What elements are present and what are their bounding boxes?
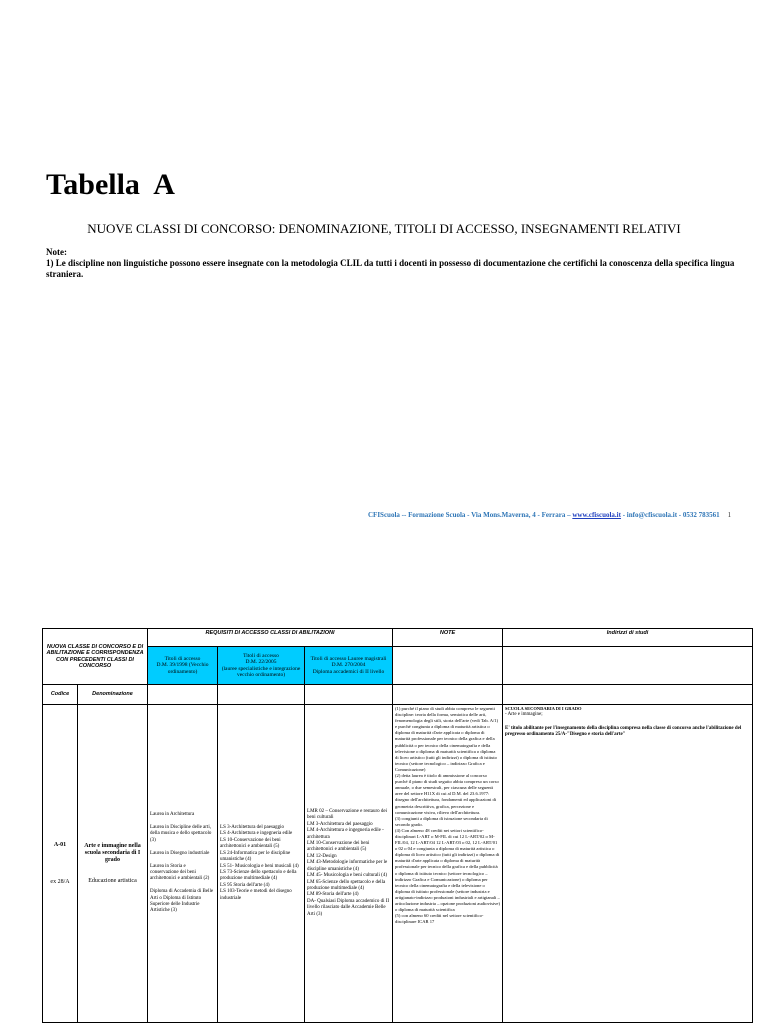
footer-address: -- Formazione Scuola - Via Mons.Maverna, 4 - Ferrara – — [399, 511, 573, 519]
header-requisiti: REQUISITI DI ACCESSO CLASSI DI ABILITAZIONI — [148, 629, 393, 647]
page-number: 1 — [727, 511, 732, 519]
notes-text: 1) Le discipline non linguistiche possono essere insegnate con la metodologia CLIL da tutti i docenti in possesso di documentazione che certifichi la conoscenza della specifica lingua straniera. — [46, 258, 735, 279]
header-note: NOTE — [393, 629, 503, 647]
empty-cell — [148, 685, 218, 705]
empty-cell — [218, 685, 305, 705]
cell-codice — [43, 705, 78, 1023]
classes-table — [42, 628, 753, 1023]
class-ex-code: ex 28/A — [50, 878, 70, 885]
page-subtitle: NUOVE CLASSI DI CONCORSO: DENOMINAZIONE, TITOLI DI ACCESSO, INSEGNAMENTI RELATIVI — [87, 221, 681, 236]
cell-indirizzi — [503, 705, 753, 1023]
footer-brand: CFIScuola — [368, 511, 400, 519]
column-denominazione: Denominazione — [78, 685, 148, 705]
header-class: NUOVA CLASSE DI CONCORSO E DI ABILITAZIONE E CORRISPONDENZA CON PRECEDENTI CLASSI DI CONCORSO — [43, 629, 148, 685]
subheader-indirizzi-empty — [503, 647, 753, 685]
table-row — [43, 705, 753, 1023]
column-codice: Codice — [43, 685, 78, 705]
indirizzi-heading: SCUOLA SECONDARIA DI I GRADO — [505, 706, 582, 711]
cell-lauree-magistrali: LMR 02 – Conservazione e restauro dei beni culturali LM 3-Architettura del paesaggio LM 4-Architettura e ingegneria edile - architettura LM 10-Conservazione dei beni architettonici e ambientali (5) LM 12-Design LM 43-Metodologie informatiche per le discipline umanistiche (4) LM 45- Musicologia e beni culturali (4) LM 65-Scienze dello spettacolo e della produzione multimediale (4) LM 89-Storia dell'arte (4) DA- Qualsiasi Diploma accademico di II livello rilasciato dalle Accademie Belle Arti (3) — [305, 705, 393, 1023]
subheader-vecchio-ordinamento: Titoli di accesso D.M. 39/1998 (Vecchio ordinamento) — [148, 647, 218, 685]
footer-website-link[interactable]: www.cfiscuola.it — [572, 511, 621, 519]
header-indirizzi: Indirizzi di studi — [503, 629, 753, 647]
subheader-note-empty — [393, 647, 503, 685]
indirizzi-sub: - Arte e immagine; — [505, 712, 543, 718]
page-title: Tabella A — [46, 168, 175, 201]
subheader-dm-22-2005: Titoli di accesso D.M. 22/2005 (lauree specialistiche e integrazione vecchio ordinamento) — [218, 647, 305, 685]
cell-denominazione — [78, 705, 148, 1023]
cell-vecchio-ordinamento: Laurea in Architettura Laurea in Discipline delle arti, della musica e dello spettacolo (3) Laurea in Disegno industriale Laurea in Storia e conservazione dei beni architettonici e ambientali (2) Diploma di Accademia di Belle Arti o Diploma di Istituto Superiore delle Industrie Artistiche (3) — [148, 705, 218, 1023]
empty-cell — [393, 685, 503, 705]
page-footer — [368, 511, 731, 519]
class-code: A-01 — [53, 842, 67, 849]
class-name: Arte e immagine nella scuola secondaria di I grado — [84, 842, 141, 863]
class-ex-name: Educazione artistica — [88, 877, 137, 884]
subheader-lauree-magistrali: Titoli di accesso Lauree magistrali D.M. 270/2004 Diploma accademici di II livello — [305, 647, 393, 685]
indirizzi-note: E' titolo abilitante per l'insegnamento della disciplina compresa nella classe di concorso anche l'abilitazione del pregresso ordinamento 25/A-"Disegno e storia dell'arte" — [505, 725, 742, 738]
empty-cell — [305, 685, 393, 705]
notes-heading: Note: — [46, 247, 67, 257]
cell-dm-22-2005: LS 3-Architettura del paesaggio LS 4-Architettura e ingegneria edile LS 10-Conservazione dei beni architettonici e ambientali (5) LS 24-Informatica per le discipline umanistiche (4) LS 51- Musicologia e beni musicali (4) LS 73-Scienze dello spettacolo e della produzione multimediale (4) LS 95 Storia dell'arte (4) LS 103-Teorie e metodi del disegno industriale — [218, 705, 305, 1023]
footer-contact: - info@cfiscuola.it - 0532 783561 — [620, 511, 720, 519]
empty-cell — [503, 685, 753, 705]
notes-block — [46, 247, 746, 280]
cell-note: (1) purché il piano di studi abbia compreso le seguenti discipline: teoria della forma, semiotica delle arti, fenomenologia degli stili, storia dell'arte (vedi Tab. A/1) e purché congiunta a diploma di maturità artistica o diploma di maturità d'arte applicata o diploma di maturità professionale per tecnico della grafica e della pubblicità o per tecnico della cinematografia e della televisione o diploma di maturità scientifica o diploma di liceo artistico (tutti gli indirizzi) o diploma di istituto tecnico (settore tecnologico – indirizzo Grafica e Comunicazione) (2) detta laurea è titolo di ammissione al concorso purché il piano di studi seguito abbia compreso un corso annuale, o due semestrali, per ciascuna delle seguenti aree del settore H11X di cui al D.M. del 23.6.1977: disegno dell'architettura, fondamenti ed applicazioni di geometria descrittiva, grafica, percezione e comunicazione visiva, rilievo dell'architettura. (3) congiunti a diploma di istruzione secondaria di secondo grado. (4) Con almeno 48 crediti nei settori scientifico-disciplinari L-ART o M-FIL di cui 12 L-ART/02 o M-FIL/04, 12 L-ART/04 12 L-ART/03 o 02, 12 L-ART/01 o 02 o 04 e congiunta a diploma di maturità artistica o diploma di liceo artistico (tutti gli indirizzi) o diploma di maturità d'arte applicata o diploma di maturità professionale per tecnico della grafica e della pubblicità o diploma di istituto tecnico (settore tecnologico – indirizzo Grafica e Comunicazione) o diploma per tecnico della cinematografia e della televisione o diploma di istituto professionale (settore industria e artigianato-indirizzo produzioni industriali e artigianali – articolazione industria – opzione produzioni audiovisive) o diploma di maturità scientifica (5) con almeno 60 crediti nel settore scientifico-disciplinare ICAR 17 — [393, 705, 503, 1023]
